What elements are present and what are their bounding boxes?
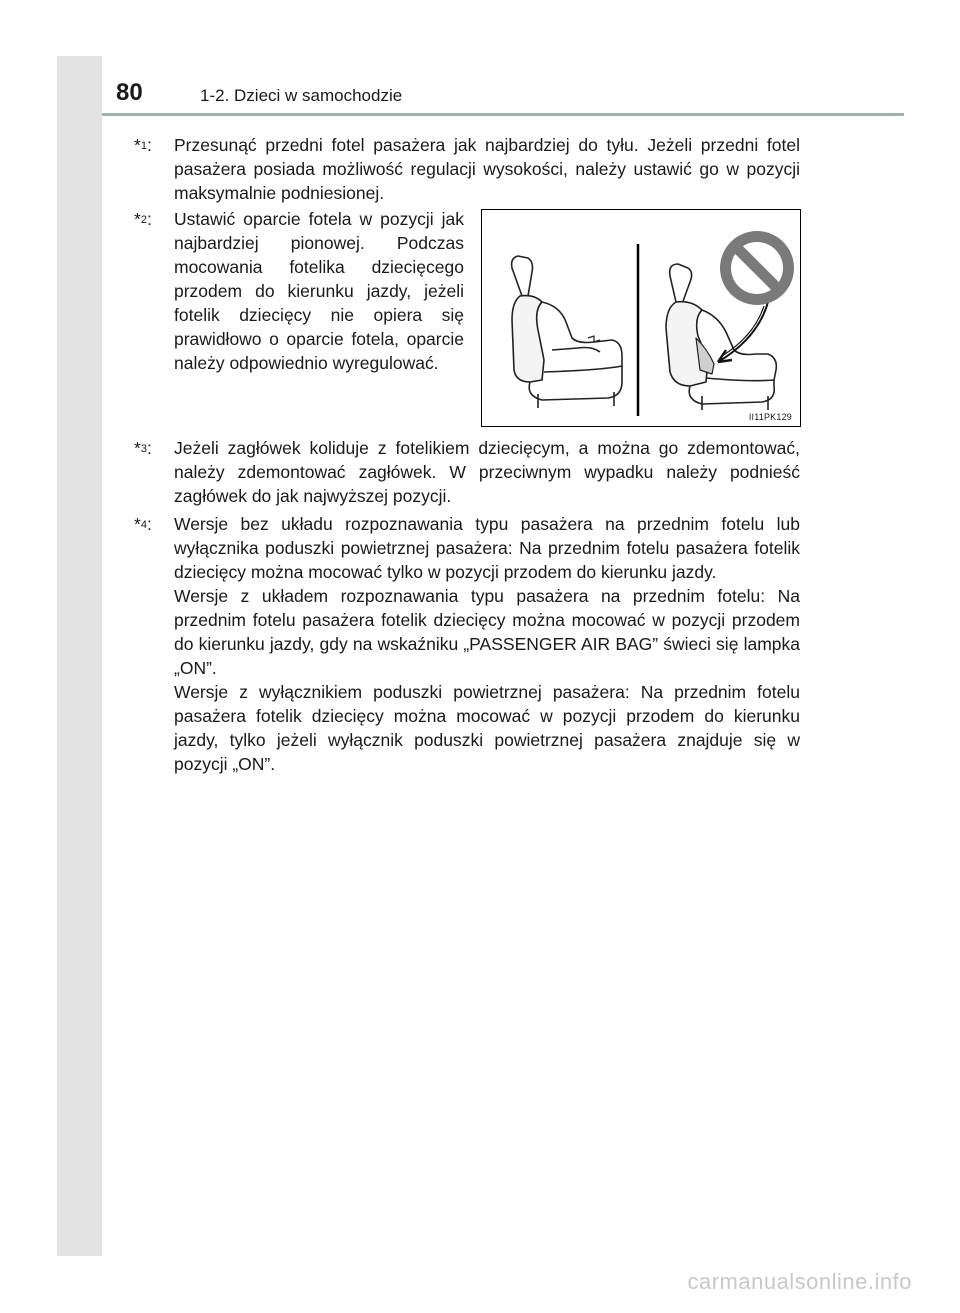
seat-drawing	[482, 210, 800, 426]
page-side-tab	[57, 56, 102, 1256]
footnote-marker: *$^3$:	[134, 438, 152, 458]
footnote-paragraph: Wersje z układem rozpoznawania typu pasażera na przednim fotelu: Na przednim fotelu pasażera fotelik dziecięcy można mocować w pozycji przodem do kierunku jazdy, gdy na wskaźniku „PASSENGER AIR BAG” świeci się lampka „ON”.	[174, 586, 800, 678]
figure-code: II11PK129	[748, 412, 792, 422]
section-title: 1-2. Dzieci w samochodzie	[200, 86, 403, 105]
prohibited-icon	[720, 231, 794, 305]
footnote-text	[174, 436, 800, 508]
seat-upright-icon	[512, 256, 622, 408]
footnote-text	[174, 133, 800, 205]
page-header	[102, 56, 904, 116]
footnote-marker: *$^1$:	[134, 135, 152, 155]
header-divider	[102, 113, 904, 116]
page-number: 80	[116, 79, 143, 106]
footnote-text	[174, 207, 464, 375]
footnote-paragraph: Jeżeli zagłówek koliduje z fotelikiem dziecięcym, a można go zdemontować, należy zdemontować zagłówek. W przeciwnym wypadku należy podnieść zagłówek do jak najwyższej pozycji.	[174, 438, 800, 506]
footnote-paragraph: Przesunąć przedni fotel pasażera jak najbardziej do tyłu. Jeżeli przedni fotel pasażera posiada możliwość regulacji wysokości, należy ustawić go w pozycji maksymalnie podniesionej.	[174, 135, 800, 203]
footnote-paragraph: Ustawić oparcie fotela w pozycji jak najbardziej pionowej. Podczas mocowania fotelika dziecięcego przodem do kierunku jazdy, jeżeli fotelik dziecięcy nie opiera się prawidłowo o oparcie fotela, oparcie należy odpowiednio wyregulować.	[174, 209, 464, 373]
footnote-marker: *$^2$:	[134, 209, 152, 229]
footnote-marker: *$^4$:	[134, 514, 152, 534]
footnote-paragraph: Wersje bez układu rozpoznawania typu pasażera na przednim fotelu lub wyłącznika poduszki powietrznej pasażera: Na przednim fotelu pasażera fotelik dziecięcy można mocować tylko w pozycji przodem do kierunku jazdy.	[174, 514, 800, 582]
footnote-text	[174, 512, 800, 776]
seat-illustration	[481, 209, 801, 427]
site-watermark: carmanualsonline.info	[687, 1269, 912, 1294]
footnote-paragraph: Wersje z wyłącznikiem poduszki powietrznej pasażera: Na przednim fotelu pasażera fotelik dziecięcy można mocować w pozycji przodem do kierunku jazdy, tylko jeżeli wyłącznik poduszki powietrznej pasażera znajduje się w pozycji „ON”.	[174, 682, 800, 774]
